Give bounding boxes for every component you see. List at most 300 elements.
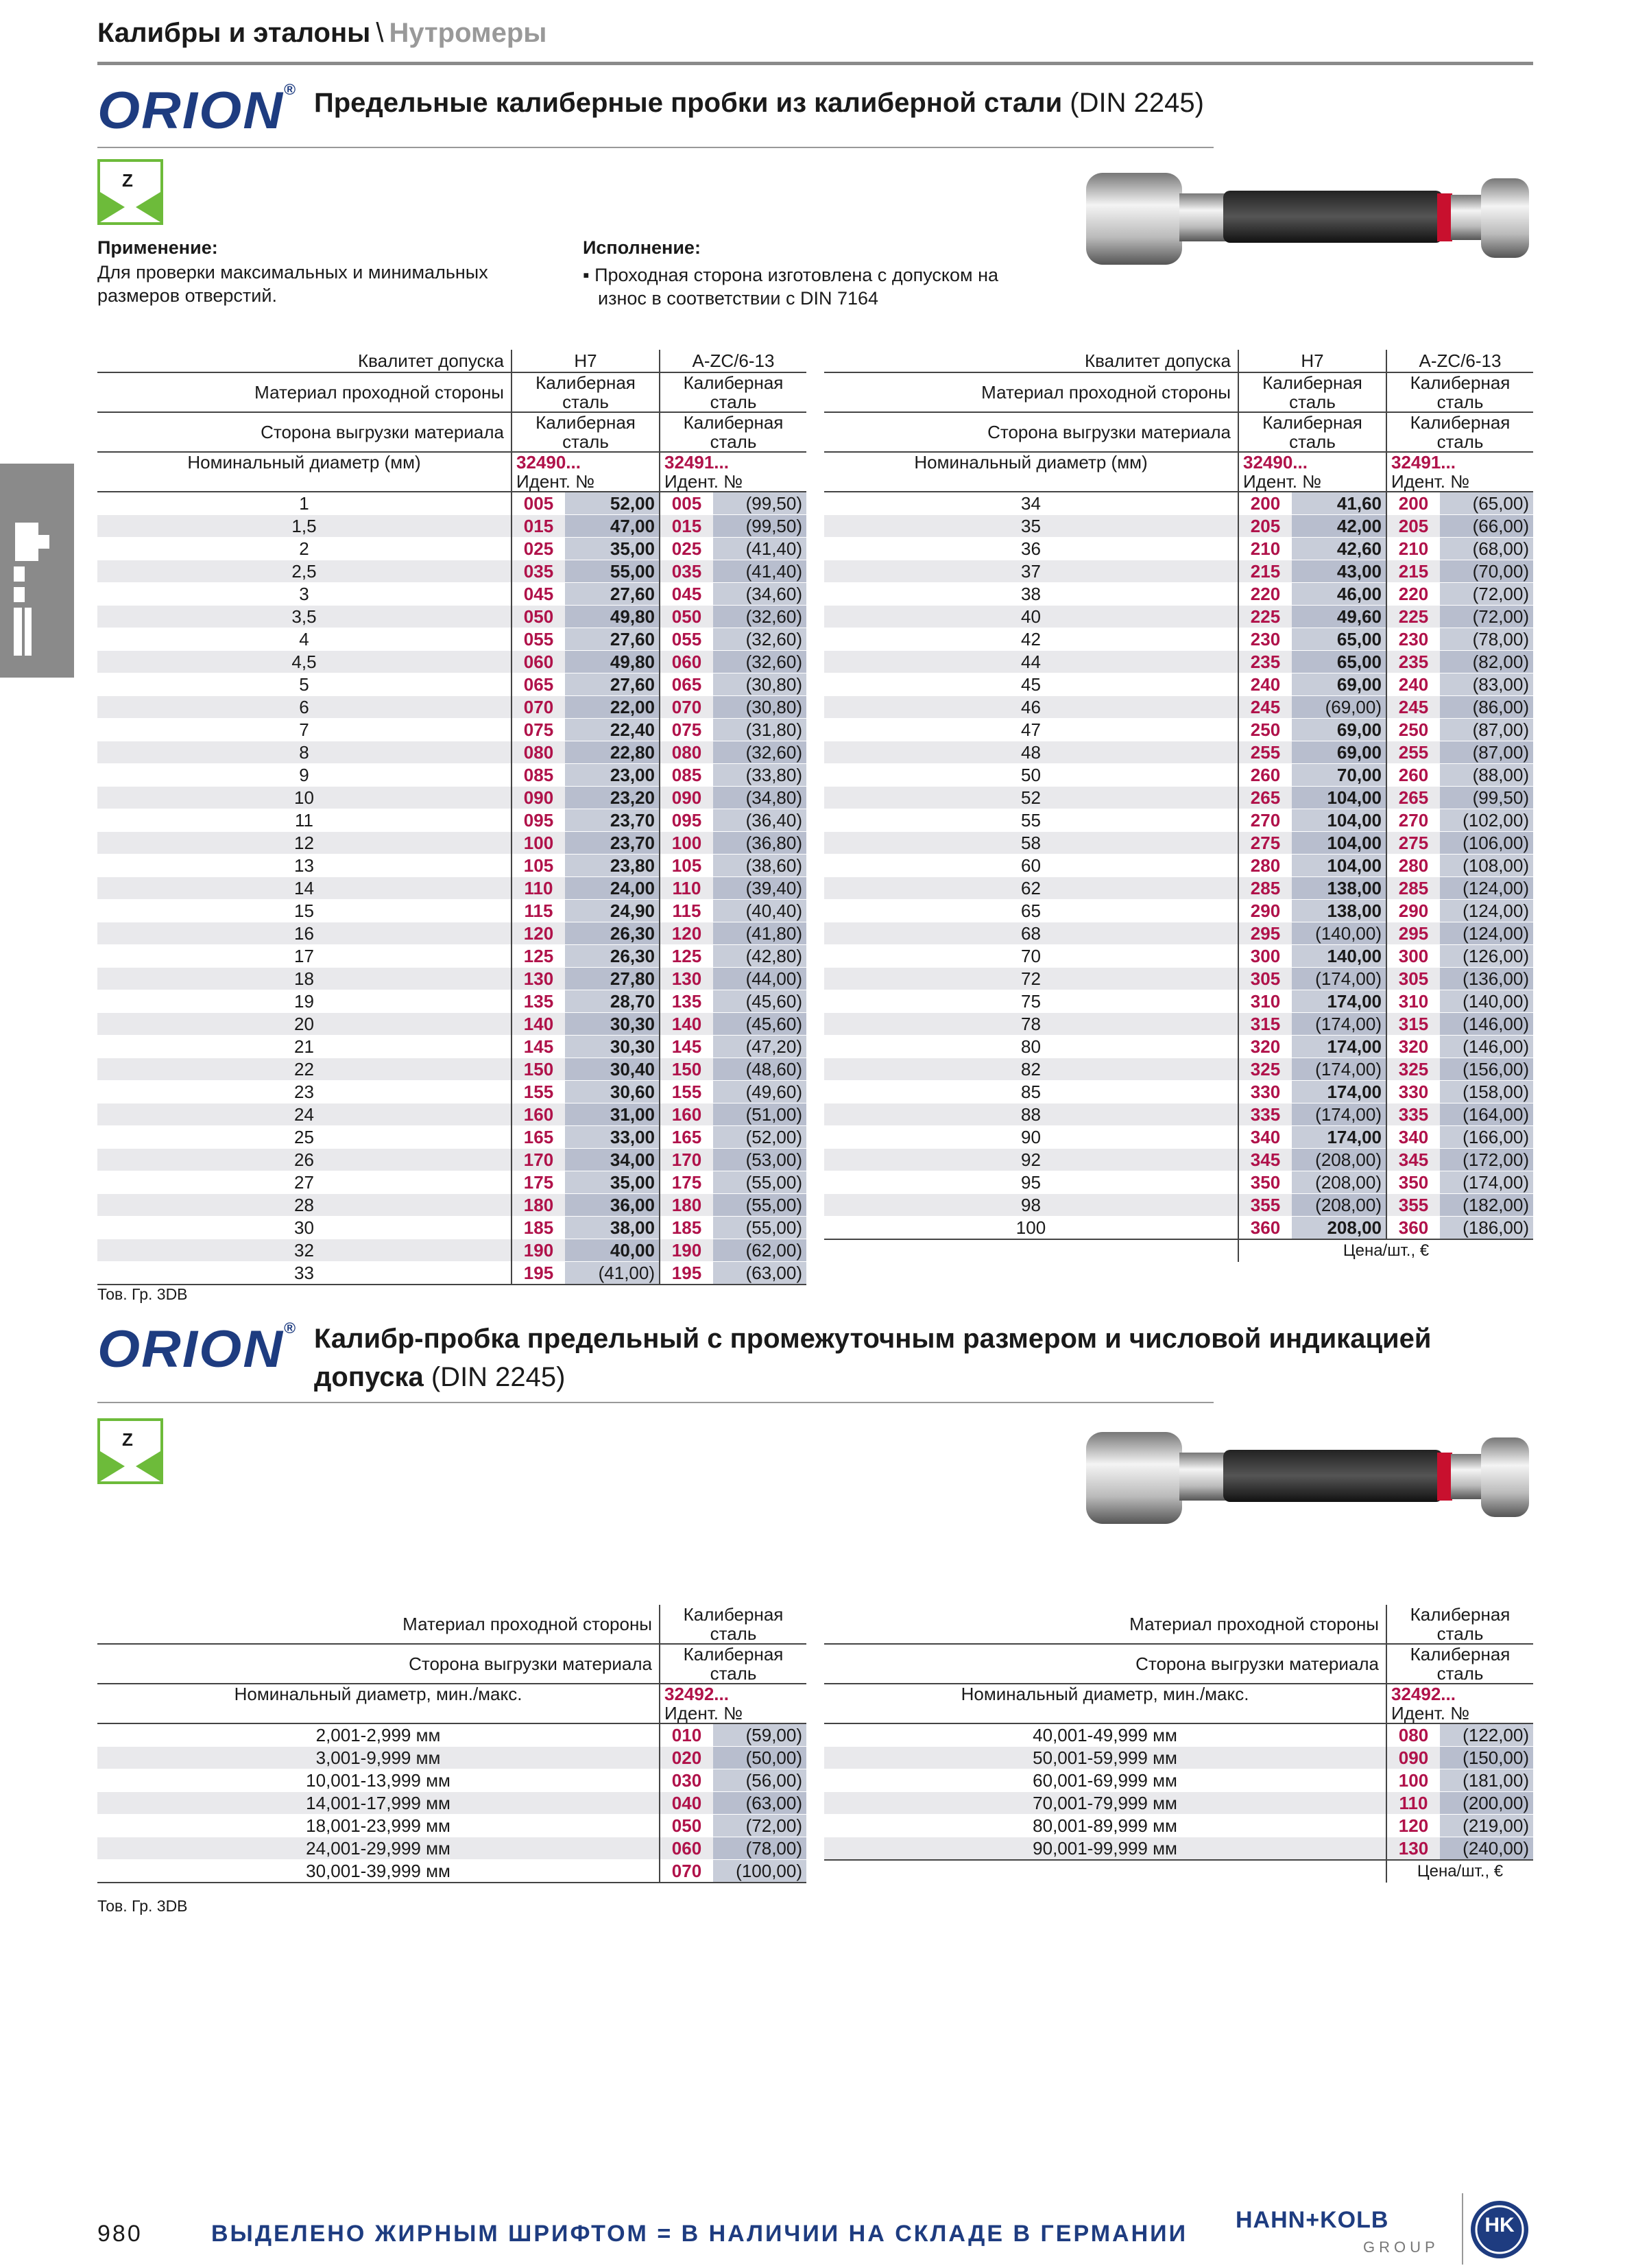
price-cell-h7: 46,00 (1292, 583, 1386, 606)
diameter-cell: 48 (824, 741, 1238, 764)
ident-cell-h7: 320 (1238, 1036, 1292, 1058)
ident-cell-h7: 110 (512, 877, 565, 900)
price-note: Цена/шт., € (1238, 1239, 1533, 1262)
header-title: Калибры и эталоны (97, 18, 371, 48)
limit-plug-gauge-image-2 (1076, 1418, 1536, 1533)
ident-cell: 090 (1386, 1747, 1440, 1769)
ident-cell-h7: 145 (512, 1036, 565, 1058)
diameter-range-cell: 70,001-79,999 мм (824, 1792, 1386, 1815)
table-row (97, 832, 806, 855)
section1-rule (97, 147, 1214, 148)
price-cell-h7: 26,30 (565, 945, 660, 968)
price-cell-azc: (158,00) (1440, 1081, 1533, 1103)
price-cell: (181,00) (1440, 1769, 1533, 1792)
price-cell-azc: (146,00) (1440, 1036, 1533, 1058)
price-cell-h7: (140,00) (1292, 922, 1386, 945)
ident-cell-h7: 100 (512, 832, 565, 855)
badge-letter: Z (122, 1429, 133, 1450)
ident-cell-azc: 350 (1386, 1171, 1440, 1194)
price-cell-h7: 26,30 (565, 922, 660, 945)
diameter-cell: 46 (824, 696, 1238, 719)
ident-cell-h7: 045 (512, 583, 565, 606)
price-cell-h7: 24,00 (565, 877, 660, 900)
ident-cell-azc: 250 (1386, 719, 1440, 741)
table-row (97, 583, 806, 606)
ident-cell-azc: 255 (1386, 741, 1440, 764)
price-cell-azc: (87,00) (1440, 741, 1533, 764)
price-cell-azc: (72,00) (1440, 606, 1533, 628)
price-cell-azc: (41,80) (713, 922, 806, 945)
table-row (97, 922, 806, 945)
ident-cell-azc: 300 (1386, 945, 1440, 968)
ident-cell-h7: 240 (1238, 673, 1292, 696)
price-cell-h7: (208,00) (1292, 1171, 1386, 1194)
table-row (824, 1723, 1533, 1747)
ident-cell-azc: 005 (660, 492, 713, 515)
table-row (97, 1194, 806, 1217)
diameter-cell: 80 (824, 1036, 1238, 1058)
table-row (824, 1126, 1533, 1149)
table-row (824, 900, 1533, 922)
diameter-cell: 3,5 (97, 606, 512, 628)
table-row (97, 673, 806, 696)
header-separator: \ (376, 18, 384, 48)
price-cell-h7: 47,00 (565, 515, 660, 538)
ident-cell-azc: 185 (660, 1217, 713, 1239)
table-row (824, 1769, 1533, 1792)
ident-cell-h7: 220 (1238, 583, 1292, 606)
tolerance-badge-2 (97, 1418, 163, 1484)
ident-cell-azc: 340 (1386, 1126, 1440, 1149)
price-cell-azc: (30,80) (713, 673, 806, 696)
price-cell-h7: 33,00 (565, 1126, 660, 1149)
table-row (824, 1171, 1533, 1194)
ident-cell-azc: 180 (660, 1194, 713, 1217)
diameter-cell: 4,5 (97, 651, 512, 673)
diameter-cell: 44 (824, 651, 1238, 673)
ident-cell-azc: 190 (660, 1239, 713, 1262)
table-row (824, 855, 1533, 877)
ident-cell: 030 (660, 1769, 713, 1792)
diameter-range-cell: 60,001-69,999 мм (824, 1769, 1386, 1792)
ident-cell-azc: 270 (1386, 809, 1440, 832)
section1-title: Предельные калиберные пробки из калиберной стали (DIN 2245) (314, 88, 1204, 118)
diameter-cell: 65 (824, 900, 1238, 922)
table-row (824, 1058, 1533, 1081)
diameter-cell: 58 (824, 832, 1238, 855)
diameter-cell: 25 (97, 1126, 512, 1149)
price-cell: (200,00) (1440, 1792, 1533, 1815)
ident-cell-azc: 325 (1386, 1058, 1440, 1081)
price-cell-azc: (55,00) (713, 1217, 806, 1239)
ident-cell-azc: 360 (1386, 1217, 1440, 1240)
price-cell-h7: 38,00 (565, 1217, 660, 1239)
price-cell-azc: (140,00) (1440, 990, 1533, 1013)
product-group-1: Тов. Гр. 3DB (97, 1285, 188, 1303)
table-row (824, 1217, 1533, 1240)
price-cell-h7: 42,00 (1292, 515, 1386, 538)
ident-cell-h7: 245 (1238, 696, 1292, 719)
ident-cell-h7: 340 (1238, 1126, 1292, 1149)
section2-title: Калибр-пробка предельный с промежуточным размером и числовой индикацией допуска (DIN 2245) (314, 1324, 1432, 1392)
price-cell-azc: (136,00) (1440, 968, 1533, 990)
diameter-cell: 15 (97, 900, 512, 922)
ident-cell-azc: 335 (1386, 1103, 1440, 1126)
table-row (97, 900, 806, 922)
table-row (97, 538, 806, 560)
price-cell-h7: 22,80 (565, 741, 660, 764)
diameter-range-cell: 14,001-17,999 мм (97, 1792, 660, 1815)
price-cell: (100,00) (713, 1860, 806, 1883)
price-cell-h7: 174,00 (1292, 1036, 1386, 1058)
diameter-cell: 5 (97, 673, 512, 696)
price-cell-h7: 65,00 (1292, 651, 1386, 673)
table-row (97, 1769, 806, 1792)
price-cell-azc: (108,00) (1440, 855, 1533, 877)
diameter-cell: 27 (97, 1171, 512, 1194)
ident-cell-azc: 160 (660, 1103, 713, 1126)
ident-cell-h7: 175 (512, 1171, 565, 1194)
diameter-cell: 33 (97, 1262, 512, 1285)
ident-cell-h7: 290 (1238, 900, 1292, 922)
table-row (824, 968, 1533, 990)
table-row (824, 1103, 1533, 1126)
table-row (97, 1792, 806, 1815)
table-row (824, 719, 1533, 741)
diameter-cell: 12 (97, 832, 512, 855)
ident-cell-h7: 190 (512, 1239, 565, 1262)
orion-logo: ORION® (97, 81, 298, 140)
price-cell-h7: (208,00) (1292, 1194, 1386, 1217)
ident-cell-h7: 215 (1238, 560, 1292, 583)
diameter-cell: 90 (824, 1126, 1238, 1149)
ident-cell-h7: 225 (1238, 606, 1292, 628)
price-cell-azc: (83,00) (1440, 673, 1533, 696)
price-cell-h7: 23,70 (565, 809, 660, 832)
ident-cell-azc: 060 (660, 651, 713, 673)
ident-cell-h7: 085 (512, 764, 565, 787)
price-cell-h7: 42,60 (1292, 538, 1386, 560)
ident-cell-h7: 230 (1238, 628, 1292, 651)
ident-cell-h7: 355 (1238, 1194, 1292, 1217)
table-row (824, 606, 1533, 628)
ident-cell-azc: 125 (660, 945, 713, 968)
table-row (97, 1860, 806, 1883)
table-row (97, 492, 806, 515)
diameter-cell: 13 (97, 855, 512, 877)
table-row (97, 1036, 806, 1058)
ident-cell: 130 (1386, 1837, 1440, 1861)
diameter-cell: 1,5 (97, 515, 512, 538)
price-cell-azc: (87,00) (1440, 719, 1533, 741)
application-label: Применение: (97, 237, 218, 258)
diameter-range-cell: 10,001-13,999 мм (97, 1769, 660, 1792)
price-cell-azc: (32,60) (713, 606, 806, 628)
diameter-cell: 22 (97, 1058, 512, 1081)
price-cell-h7: 140,00 (1292, 945, 1386, 968)
price-cell-h7: (41,00) (565, 1262, 660, 1285)
ident-cell-h7: 210 (1238, 538, 1292, 560)
ident-cell-h7: 130 (512, 968, 565, 990)
ident-cell-h7: 170 (512, 1149, 565, 1171)
price-cell-h7: 69,00 (1292, 741, 1386, 764)
price-cell-h7: 30,60 (565, 1081, 660, 1103)
price-cell-azc: (164,00) (1440, 1103, 1533, 1126)
table-row (824, 673, 1533, 696)
diameter-cell: 26 (97, 1149, 512, 1171)
diameter-cell: 75 (824, 990, 1238, 1013)
price-cell-azc: (42,80) (713, 945, 806, 968)
table-row (97, 628, 806, 651)
ident-cell-h7: 275 (1238, 832, 1292, 855)
execution-label: Исполнение: (583, 237, 701, 258)
price-cell-h7: 23,70 (565, 832, 660, 855)
diameter-cell: 3 (97, 583, 512, 606)
diameter-cell: 47 (824, 719, 1238, 741)
diameter-cell: 68 (824, 922, 1238, 945)
ident-cell-azc: 195 (660, 1262, 713, 1285)
table-row (824, 787, 1533, 809)
price-cell: (59,00) (713, 1723, 806, 1747)
price-cell-azc: (45,60) (713, 1013, 806, 1036)
price-cell-azc: (55,00) (713, 1171, 806, 1194)
diameter-cell: 78 (824, 1013, 1238, 1036)
table-row (97, 1171, 806, 1194)
table-row (97, 515, 806, 538)
ident-cell-azc: 110 (660, 877, 713, 900)
table-row (97, 606, 806, 628)
product-group-2: Тов. Гр. 3DB (97, 1897, 188, 1915)
ident-cell-h7: 035 (512, 560, 565, 583)
tolerance-badge (97, 159, 163, 225)
ident-cell-azc: 035 (660, 560, 713, 583)
table-row (824, 1149, 1533, 1171)
z-badge-icon (97, 159, 163, 225)
ident-cell-h7: 055 (512, 628, 565, 651)
price-cell-h7: 49,60 (1292, 606, 1386, 628)
diameter-cell: 9 (97, 764, 512, 787)
ident-cell-azc: 320 (1386, 1036, 1440, 1058)
price-cell-h7: 22,40 (565, 719, 660, 741)
diameter-cell: 14 (97, 877, 512, 900)
ident-cell-azc: 210 (1386, 538, 1440, 560)
price-cell-h7: 52,00 (565, 492, 660, 515)
price-cell-h7: 30,30 (565, 1036, 660, 1058)
table-row (97, 1149, 806, 1171)
ident-cell-h7: 270 (1238, 809, 1292, 832)
ident-cell-azc: 070 (660, 696, 713, 719)
diameter-cell: 6 (97, 696, 512, 719)
table-row (97, 1837, 806, 1860)
ident-cell-azc: 150 (660, 1058, 713, 1081)
ident-cell-h7: 080 (512, 741, 565, 764)
diameter-range-cell: 90,001-99,999 мм (824, 1837, 1386, 1861)
diameter-range-cell: 24,001-29,999 мм (97, 1837, 660, 1860)
price-cell-h7: 41,60 (1292, 492, 1386, 515)
price-cell-azc: (30,80) (713, 696, 806, 719)
section1-table-left: Квалитет допуска H7 A-ZC/6-13 Материал проходной стороны Калиберная сталь Калиберная сталь Сторона выгрузки материала Калиберная сталь Калиберная сталь Номинальный диаметр (мм) 32490... Идент. № 32491... Идент. № 1 005 52,00 005 (99,50) 1,5 015 47,00 015 (99,50) 2 025 35,00 025 (41,40) 2,5 035 55,00 035 (41,40) 3 045 27,60 045 (34,60) 3,5 050 49,80 050 (32,60) 4 055 27,60 055 (32,60) 4,5 060 49,80 060 (32,60) 5 065 27,60 065 (30,80) 6 070 22,00 070 (30,80) 7 075 22,40 075 (31,80) 8 080 22,80 080 (32,60) 9 085 23,00 085 (33,80) 10 090 23,20 090 (34,80) 11 095 23,70 095 (36,40) 12 100 23,70 100 (36,80) 13 105 23,80 105 (38,60) 14 110 24,00 110 (39,40) 15 115 24,90 115 (40,40) 16 120 26,30 120 (41,80) 17 125 26,30 125 (42,80) 18 130 27,80 130 (44,00) 19 135 28,70 135 (45,60) 20 140 30,30 140 (45,60) 21 145 30,30 145 (47,20) 22 150 30,40 150 (48,60) 23 155 30,60 155 (49,60) 24 160 31,00 160 (51,00) 25 165 33,00 165 (52,00) 26 170 34,00 170 (53,00) 27 175 35,00 175 (55,00) 28 180 36,00 180 (55,00) 30 185 38,00 185 (55,00) 32 190 40,00 190 (62,00) 33 195 (41,00) 195 (63,00) (97, 350, 806, 1285)
ident-cell-h7: 345 (1238, 1149, 1292, 1171)
price-cell-azc: (186,00) (1440, 1217, 1533, 1240)
price-cell: (63,00) (713, 1792, 806, 1815)
table-row (97, 1081, 806, 1103)
ident-cell-azc: 100 (660, 832, 713, 855)
ident-cell-h7: 250 (1238, 719, 1292, 741)
inside-caliper-icon (0, 464, 74, 678)
price-cell: (72,00) (713, 1815, 806, 1837)
price-cell-azc: (55,00) (713, 1194, 806, 1217)
ident-cell-h7: 165 (512, 1126, 565, 1149)
ident-cell-azc: 265 (1386, 787, 1440, 809)
diameter-cell: 18 (97, 968, 512, 990)
table-row (97, 1815, 806, 1837)
ident-cell-azc: 105 (660, 855, 713, 877)
table-row (97, 945, 806, 968)
ident-cell-azc: 330 (1386, 1081, 1440, 1103)
table-row (97, 1239, 806, 1262)
diameter-range-cell: 2,001-2,999 мм (97, 1723, 660, 1747)
price-cell-azc: (99,50) (713, 492, 806, 515)
diameter-range-cell: 30,001-39,999 мм (97, 1860, 660, 1883)
price-cell-h7: 138,00 (1292, 877, 1386, 900)
ident-cell-azc: 275 (1386, 832, 1440, 855)
diameter-cell: 23 (97, 1081, 512, 1103)
ident-cell-azc: 130 (660, 968, 713, 990)
price-cell-azc: (31,80) (713, 719, 806, 741)
price-cell-azc: (52,00) (713, 1126, 806, 1149)
price-cell-h7: 30,40 (565, 1058, 660, 1081)
diameter-cell: 98 (824, 1194, 1238, 1217)
ident-cell-azc: 045 (660, 583, 713, 606)
diameter-cell: 52 (824, 787, 1238, 809)
ident-cell-h7: 265 (1238, 787, 1292, 809)
price-cell-h7: 30,30 (565, 1013, 660, 1036)
price-cell-h7: 23,20 (565, 787, 660, 809)
ident-cell-azc: 095 (660, 809, 713, 832)
price-cell-h7: 34,00 (565, 1149, 660, 1171)
price-cell-azc: (34,60) (713, 583, 806, 606)
table-row (824, 651, 1533, 673)
price-cell-azc: (32,60) (713, 741, 806, 764)
table-row (97, 1217, 806, 1239)
price-cell-h7: 174,00 (1292, 1081, 1386, 1103)
ident-cell-h7: 200 (1238, 492, 1292, 515)
header-rule (97, 62, 1533, 65)
ident-cell-azc: 115 (660, 900, 713, 922)
diameter-cell: 7 (97, 719, 512, 741)
price-cell-azc: (166,00) (1440, 1126, 1533, 1149)
price-cell-h7: 43,00 (1292, 560, 1386, 583)
price-cell: (240,00) (1440, 1837, 1533, 1861)
price-cell-h7: 27,60 (565, 673, 660, 696)
ident-cell-h7: 350 (1238, 1171, 1292, 1194)
price-cell-azc: (124,00) (1440, 922, 1533, 945)
ident-cell-h7: 300 (1238, 945, 1292, 968)
ident-cell-azc: 290 (1386, 900, 1440, 922)
ident-cell-azc: 065 (660, 673, 713, 696)
ident-cell: 020 (660, 1747, 713, 1769)
table-row (824, 560, 1533, 583)
diameter-cell: 100 (824, 1217, 1238, 1240)
ident-cell: 060 (660, 1837, 713, 1860)
price-note: Цена/шт., € (1386, 1860, 1533, 1883)
table-row (824, 1747, 1533, 1769)
table-row (824, 741, 1533, 764)
price-cell: (122,00) (1440, 1723, 1533, 1747)
price-cell-h7: 104,00 (1292, 855, 1386, 877)
table-row (824, 1837, 1533, 1861)
ident-cell-azc: 075 (660, 719, 713, 741)
diameter-cell: 37 (824, 560, 1238, 583)
price-cell-h7: 23,00 (565, 764, 660, 787)
table-row (97, 651, 806, 673)
ident-cell-h7: 070 (512, 696, 565, 719)
diameter-cell: 21 (97, 1036, 512, 1058)
diameter-cell: 88 (824, 1103, 1238, 1126)
price-cell-h7: 104,00 (1292, 787, 1386, 809)
ident-cell-azc: 175 (660, 1171, 713, 1194)
ident-cell-h7: 295 (1238, 922, 1292, 945)
price-cell-h7: 40,00 (565, 1239, 660, 1262)
table-row (97, 560, 806, 583)
table-row (824, 1036, 1533, 1058)
diameter-range-cell: 50,001-59,999 мм (824, 1747, 1386, 1769)
table-row (97, 787, 806, 809)
diameter-range-cell: 3,001-9,999 мм (97, 1747, 660, 1769)
diameter-cell: 24 (97, 1103, 512, 1126)
ident-cell-azc: 055 (660, 628, 713, 651)
price-cell-azc: (47,20) (713, 1036, 806, 1058)
ident-cell-h7: 060 (512, 651, 565, 673)
price-cell: (78,00) (713, 1837, 806, 1860)
header-subtitle: Нутромеры (389, 18, 547, 48)
price-cell-h7: 28,70 (565, 990, 660, 1013)
price-cell-azc: (36,80) (713, 832, 806, 855)
price-cell: (219,00) (1440, 1815, 1533, 1837)
price-cell-h7: 69,00 (1292, 673, 1386, 696)
table-row (97, 855, 806, 877)
section2-table-left: Материал проходной стороны Калиберная сталь Сторона выгрузки материала Калиберная сталь Номинальный диаметр, мин./макс. 32492... Идент. № 2,001-2,999 мм 010 (59,00) 3,001-9,999 мм 020 (50,00) 10,001-13,999 мм 030 (56,00) 14,001-17,999 мм 040 (63,00) 18,001-23,999 мм 050 (72,00) 24,001-29,999 мм 060 (78,00) 30,001-39,999 мм 070 (100,00) (97, 1605, 806, 1883)
ident-cell-h7: 205 (1238, 515, 1292, 538)
price-cell-h7: 65,00 (1292, 628, 1386, 651)
price-cell-azc: (53,00) (713, 1149, 806, 1171)
diameter-cell: 16 (97, 922, 512, 945)
ident-cell-h7: 150 (512, 1058, 565, 1081)
diameter-cell: 2,5 (97, 560, 512, 583)
price-cell-azc: (174,00) (1440, 1171, 1533, 1194)
ident-cell-h7: 285 (1238, 877, 1292, 900)
diameter-cell: 62 (824, 877, 1238, 900)
ident-cell-h7: 330 (1238, 1081, 1292, 1103)
table-row (97, 741, 806, 764)
price-cell-azc: (32,60) (713, 651, 806, 673)
table-row (97, 1723, 806, 1747)
price-cell-azc: (182,00) (1440, 1194, 1533, 1217)
price-cell: (150,00) (1440, 1747, 1533, 1769)
ident-cell-azc: 235 (1386, 651, 1440, 673)
diameter-cell: 32 (97, 1239, 512, 1262)
diameter-cell: 45 (824, 673, 1238, 696)
ident-cell-azc: 085 (660, 764, 713, 787)
price-cell-azc: (126,00) (1440, 945, 1533, 968)
diameter-cell: 92 (824, 1149, 1238, 1171)
price-cell-azc: (36,40) (713, 809, 806, 832)
price-cell-h7: (174,00) (1292, 1013, 1386, 1036)
application-text: Для проверки максимальных и минимальных размеров отверстий. (97, 262, 488, 306)
diameter-cell: 34 (824, 492, 1238, 515)
price-cell-h7: 35,00 (565, 1171, 660, 1194)
price-cell-azc: (70,00) (1440, 560, 1533, 583)
